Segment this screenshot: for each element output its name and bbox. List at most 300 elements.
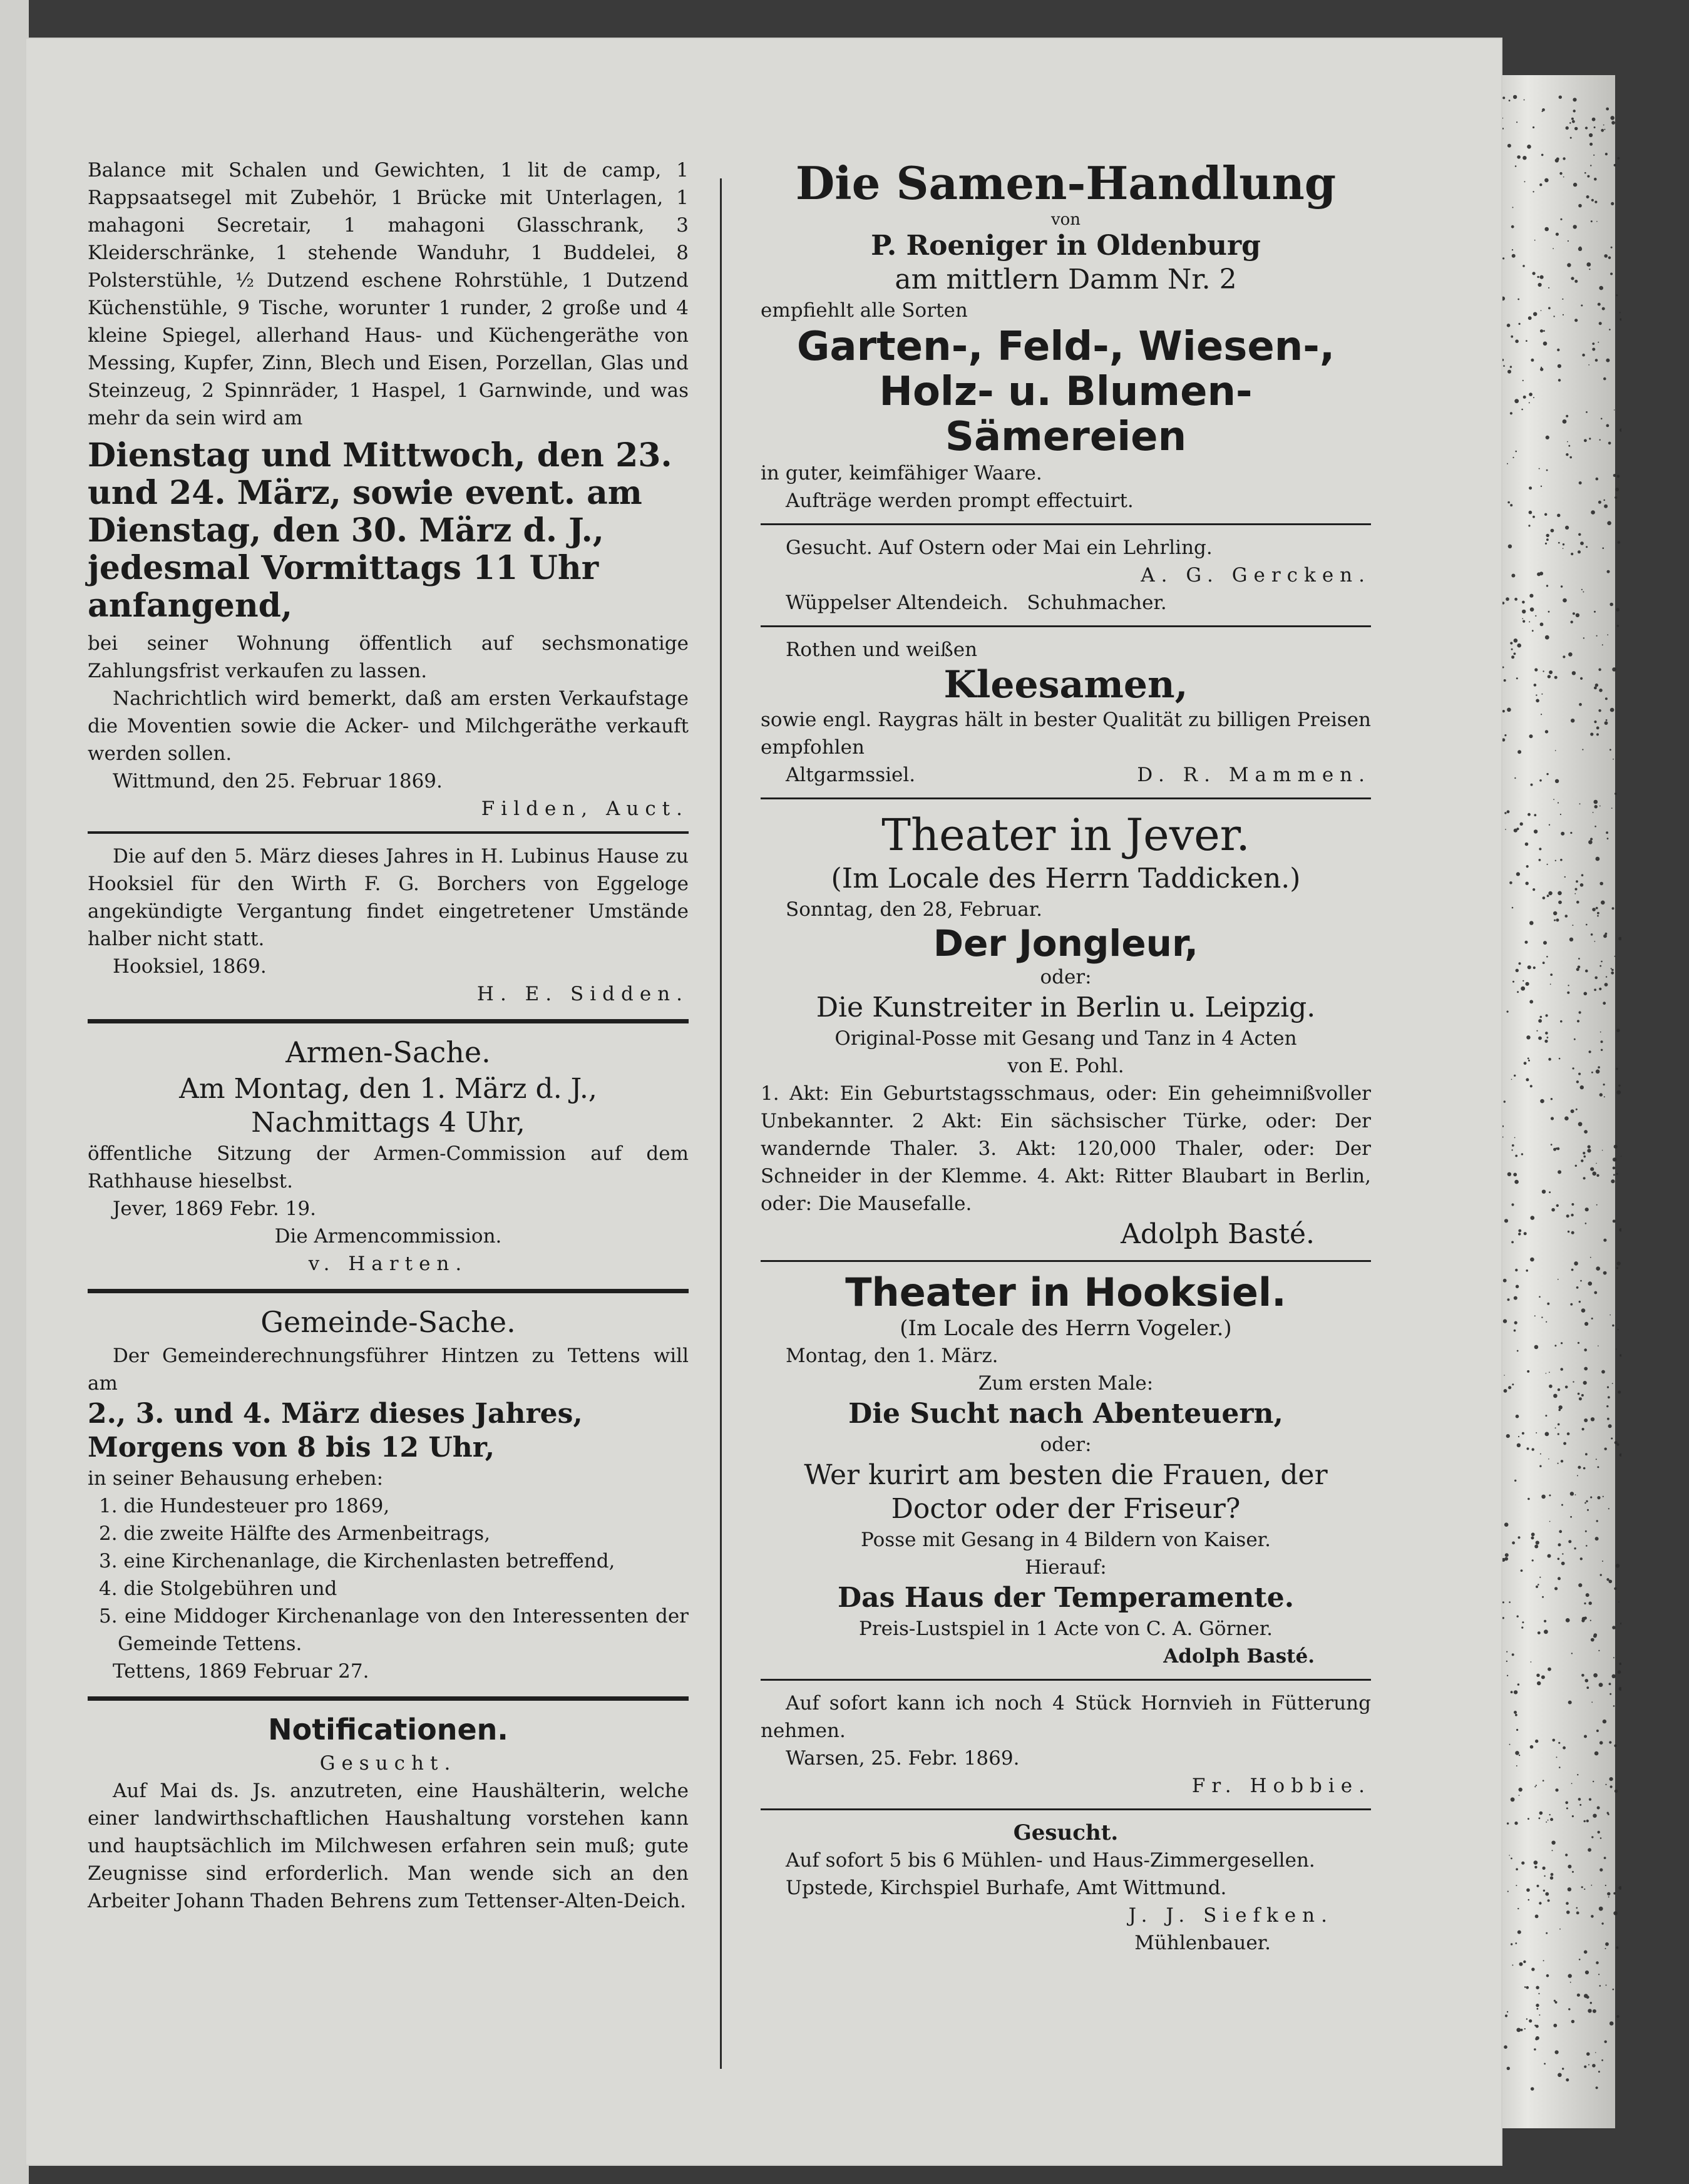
speckle-dot	[1574, 127, 1578, 130]
speckle-dot	[1533, 966, 1536, 969]
speckle-dot	[1502, 1601, 1504, 1603]
speckle-dot	[1585, 1679, 1589, 1683]
speckle-dot	[1581, 1886, 1583, 1888]
speckle-dot	[1543, 342, 1548, 346]
speckle-dot	[1514, 598, 1517, 601]
speckle-dot	[1596, 1163, 1597, 1164]
speckle-dot	[1613, 1657, 1615, 1658]
speckle-dot	[1599, 1741, 1603, 1745]
speckle-dot	[1607, 1418, 1609, 1420]
speckle-dot	[1591, 1318, 1593, 1320]
hooksiel-title: Theater in Hooksiel.	[845, 1269, 1286, 1315]
speckle-dot	[1566, 1618, 1570, 1623]
speckle-dot	[1604, 983, 1608, 987]
seed-products: Garten-, Feld-, Wiesen-, Holz- u. Blumen-Sämereien	[796, 324, 1335, 460]
speckle-dot	[1526, 1078, 1529, 1081]
speckle-dot	[1617, 1329, 1618, 1330]
speckle-dot	[1576, 901, 1579, 904]
speckle-dot	[1595, 1537, 1599, 1541]
speckle-dot	[1517, 155, 1521, 159]
speckle-dot	[1532, 126, 1534, 128]
speckle-dot	[1547, 1037, 1549, 1038]
speckle-dot	[1512, 1964, 1513, 1966]
speckle-dot	[1533, 397, 1534, 398]
speckle-dot	[1538, 1993, 1539, 1994]
speckle-dot	[1539, 848, 1541, 850]
speckle-dot	[1509, 100, 1511, 101]
speckle-dot	[1589, 133, 1593, 137]
speckle-dot	[1584, 439, 1587, 442]
speckle-dot	[1585, 1223, 1587, 1224]
speckle-dot	[1604, 2041, 1607, 2043]
speckle-dot	[1551, 1873, 1554, 1876]
speckle-dot	[1530, 1085, 1532, 1087]
speckle-dot	[1534, 1315, 1536, 1316]
speckle-dot	[1591, 1836, 1593, 1838]
speckle-dot	[1502, 1125, 1504, 1127]
speckle-dot	[1547, 1303, 1549, 1305]
speckle-dot	[1590, 732, 1593, 736]
speckle-dot	[1504, 1522, 1509, 1527]
cattle-ad	[761, 1689, 1371, 1800]
speckle-dot	[1566, 2078, 1569, 2081]
speckle-dot	[1536, 1541, 1539, 1544]
speckle-dot	[1536, 699, 1539, 703]
speckle-dot	[1597, 1496, 1600, 1499]
speckle-dot	[1519, 323, 1521, 325]
speckle-dot	[1549, 1521, 1551, 1522]
auction-dates: Dienstag und Mittwoch, den 23. und 24. März, sowie event. am Dienstag, den 30. März d. J., jedesmal Vormittags 11 Uhr anfangend,	[88, 436, 672, 625]
speckle-dot	[1546, 585, 1548, 587]
speckle-dot	[1598, 2071, 1600, 2073]
speckle-dot	[1514, 638, 1518, 643]
millers-heading: Gesucht.	[1013, 1820, 1119, 1845]
speckle-dot	[1507, 501, 1510, 504]
speckle-dot	[1560, 218, 1562, 220]
speckle-dot	[1526, 1035, 1530, 1039]
speckle-dot	[1532, 888, 1535, 891]
gemeinde-notice	[88, 1305, 689, 1685]
speckle-dot	[1539, 1812, 1543, 1815]
hooksiel-play: Die Sucht nach Abenteuern,	[848, 1398, 1283, 1430]
speckle-dot	[1561, 1342, 1563, 1344]
speckle-dot	[1559, 1405, 1563, 1409]
speckle-dot	[1529, 402, 1530, 403]
speckle-dot	[1607, 521, 1611, 525]
speckle-dot	[1604, 129, 1605, 130]
speckle-dot	[1574, 1039, 1576, 1040]
apprentice-ad	[761, 534, 1371, 617]
speckle-dot	[1568, 1974, 1572, 1977]
speckle-dot	[1511, 649, 1513, 650]
speckle-dot	[1512, 254, 1516, 258]
speckle-dot	[1599, 1869, 1603, 1872]
speckle-dot	[1526, 1269, 1528, 1272]
speckle-dot	[1541, 714, 1542, 715]
speckle-dot	[1559, 1766, 1561, 1768]
speckle-dot	[1534, 1545, 1538, 1549]
cancellation-place-date: Hooksiel, 1869.	[113, 955, 267, 978]
speckle-dot	[1613, 1219, 1616, 1223]
speckle-dot	[1507, 1675, 1508, 1676]
speckle-dot	[1611, 807, 1613, 809]
hooksiel-genre: Posse mit Gesang in 4 Bildern von Kaiser.	[861, 1529, 1271, 1551]
speckle-dot	[1514, 1822, 1517, 1825]
speckle-dot	[1614, 1587, 1616, 1590]
speckle-dot	[1537, 1681, 1541, 1685]
speckle-dot	[1502, 128, 1504, 130]
speckle-dot	[1573, 110, 1576, 112]
speckle-dot	[1606, 108, 1609, 111]
speckle-dot	[1588, 1281, 1593, 1286]
speckle-dot	[1575, 1165, 1577, 1167]
speckle-dot	[1606, 831, 1608, 834]
speckle-dot	[1571, 1653, 1573, 1654]
speckle-dot	[1537, 572, 1541, 576]
speckle-dot	[1599, 1985, 1601, 1987]
speckle-dot	[1601, 1040, 1603, 1043]
speckle-dot	[1516, 1765, 1517, 1766]
speckle-dot	[1590, 1496, 1592, 1498]
armen-date-line2: Nachmittags 4 Uhr,	[251, 1107, 525, 1139]
speckle-dot	[1618, 1886, 1621, 1890]
speckle-dot	[1515, 1155, 1517, 1157]
speckle-dot	[1597, 1807, 1600, 1810]
speckle-dot	[1609, 1777, 1613, 1781]
speckle-dot	[1524, 1062, 1527, 1065]
speckle-dot	[1516, 1729, 1518, 1731]
speckle-dot	[1614, 164, 1616, 167]
speckle-dot	[1584, 1602, 1586, 1604]
speckle-dot	[1524, 1986, 1526, 1988]
speckle-dot	[1548, 611, 1550, 613]
speckle-dot	[1540, 1453, 1541, 1455]
speckle-dot	[1584, 1735, 1587, 1738]
speckle-dot	[1522, 380, 1524, 381]
speckle-dot	[1603, 377, 1606, 381]
speckle-dot	[1609, 1741, 1611, 1743]
separator-rule	[761, 1808, 1371, 1810]
right-column	[761, 156, 1371, 1957]
auction-signature: Filden, Auct.	[481, 797, 689, 820]
speckle-dot	[1548, 1554, 1551, 1558]
speckle-dot	[1511, 1079, 1512, 1080]
speckle-dot	[1544, 178, 1549, 183]
speckle-dot	[1598, 709, 1601, 712]
speckle-dot	[1568, 1887, 1571, 1891]
speckle-dot	[1529, 1000, 1533, 1003]
armen-signer2: v. Harten.	[308, 1253, 468, 1275]
speckle-dot	[1518, 1233, 1521, 1235]
speckle-dot	[1607, 1812, 1609, 1814]
speckle-dot	[1568, 985, 1569, 986]
speckle-dot	[1517, 299, 1519, 300]
speckle-dot	[1505, 2014, 1507, 2017]
speckle-dot	[1567, 263, 1571, 267]
speckle-dot	[1577, 1994, 1580, 1997]
speckle-dot	[1611, 972, 1614, 975]
speckle-dot	[1591, 1417, 1594, 1421]
speckle-dot	[1558, 1577, 1561, 1580]
speckle-dot	[1580, 677, 1583, 680]
speckle-dot	[1609, 1683, 1611, 1685]
speckle-dot	[1513, 95, 1517, 99]
speckle-dot	[1530, 1745, 1534, 1749]
speckle-dot	[1571, 2020, 1574, 2023]
speckle-dot	[1609, 1315, 1611, 1316]
speckle-dot	[1581, 1159, 1583, 1162]
speckle-dot	[1565, 1386, 1568, 1389]
separator-rule	[88, 1289, 689, 1293]
speckle-dot	[1575, 1494, 1576, 1495]
speckle-dot	[1504, 1389, 1507, 1393]
speckle-dot	[1612, 1383, 1613, 1384]
theater-hooksiel-ad	[761, 1271, 1371, 1670]
speckle-dot	[1562, 1553, 1563, 1554]
speckle-dot	[1591, 1885, 1592, 1886]
speckle-dot	[1618, 1670, 1621, 1674]
speckle-dot	[1604, 505, 1608, 508]
speckle-dot	[1520, 823, 1523, 826]
speckle-dot	[1517, 750, 1521, 754]
gemeinde-dates: 2., 3. und 4. März dieses Jahres, Morgens von 8 bis 12 Uhr,	[88, 1398, 583, 1464]
speckle-dot	[1565, 1802, 1568, 1805]
speckle-dot	[1518, 1536, 1521, 1539]
speckle-dot	[1601, 2059, 1603, 2061]
speckle-dot	[1547, 864, 1548, 865]
speckle-dot	[1582, 749, 1583, 750]
speckle-dot	[1616, 1564, 1620, 1568]
speckle-dot	[1603, 1239, 1606, 1242]
speckle-dot	[1545, 1432, 1549, 1437]
speckle-dot	[1531, 1661, 1532, 1663]
speckle-dot	[1545, 1032, 1548, 1035]
speckle-dot	[1533, 312, 1537, 316]
speckle-dot	[1594, 805, 1598, 808]
speckle-dot	[1585, 1453, 1588, 1455]
speckle-dot	[1512, 907, 1514, 909]
speckle-dot	[1585, 1530, 1587, 1532]
speckle-dot	[1529, 621, 1530, 622]
speckle-dot	[1522, 1621, 1524, 1623]
speckle-dot	[1584, 1322, 1588, 1326]
speckle-dot	[1557, 1147, 1560, 1151]
speckle-dot	[1589, 438, 1591, 439]
speckle-dot	[1502, 738, 1505, 741]
speckle-dot	[1574, 319, 1578, 322]
speckle-dot	[1592, 348, 1595, 351]
speckle-dot	[1570, 1492, 1574, 1495]
speckle-dot	[1502, 118, 1503, 119]
speckle-dot	[1514, 1711, 1517, 1714]
hooksiel-venue: (Im Locale des Herrn Vogeler.)	[900, 1316, 1232, 1341]
speckle-dot	[1566, 1902, 1569, 1905]
speckle-dot	[1577, 1475, 1578, 1476]
speckle-dot	[1551, 529, 1554, 533]
cancellation-signature: H. E. Sidden.	[476, 983, 689, 1005]
list-item: 4. die Stolgebühren und	[99, 1577, 337, 1600]
speckle-dot	[1531, 784, 1533, 786]
speckle-dot	[1607, 570, 1610, 573]
speckle-dot	[1543, 330, 1545, 332]
speckle-dot	[1546, 436, 1549, 439]
speckle-dot	[1609, 603, 1613, 607]
speckle-dot	[1550, 1818, 1553, 1821]
speckle-dot	[1570, 1516, 1572, 1518]
speckle-dot	[1507, 1891, 1509, 1892]
speckle-dot	[1526, 982, 1529, 986]
speckle-dot	[1546, 1932, 1548, 1934]
speckle-dot	[1502, 359, 1504, 361]
speckle-dot	[1620, 318, 1621, 320]
speckle-dot	[1586, 924, 1588, 926]
speckle-dot	[1601, 961, 1603, 963]
speckle-dot	[1615, 496, 1617, 499]
speckle-dot	[1617, 1261, 1621, 1265]
speckle-dot	[1616, 475, 1620, 478]
speckle-dot	[1606, 976, 1607, 977]
speckle-dot	[1551, 1144, 1553, 1146]
speckle-dot	[1601, 418, 1603, 420]
speckle-dot	[1526, 340, 1527, 342]
seed-von: von	[1050, 210, 1081, 229]
speckle-dot	[1519, 1795, 1520, 1796]
clover-intro: Rothen und weißen	[786, 638, 978, 661]
speckle-dot	[1545, 635, 1549, 640]
speckle-dot	[1537, 1885, 1539, 1887]
speckle-dot	[1616, 1267, 1618, 1269]
speckle-dot	[1581, 874, 1584, 876]
speckle-dot	[1568, 1540, 1571, 1543]
speckle-dot	[1582, 1428, 1584, 1430]
speckle-dot	[1591, 1072, 1593, 1074]
speckle-dot	[1580, 1085, 1584, 1089]
speckle-dot	[1537, 276, 1539, 278]
speckle-dot	[1543, 670, 1544, 672]
speckle-dot	[1601, 129, 1604, 132]
speckle-dot	[1568, 1865, 1571, 1869]
speckle-dot	[1601, 901, 1605, 905]
speckle-dot	[1502, 297, 1505, 301]
speckle-dot	[1552, 1850, 1553, 1851]
separator-rule	[761, 523, 1371, 525]
hooksiel-play2: Das Haus der Temperamente.	[837, 1582, 1295, 1614]
speckle-dot	[1580, 1557, 1583, 1560]
speckle-dot	[1603, 1002, 1606, 1005]
speckle-dot	[1606, 1405, 1608, 1407]
speckle-dot	[1584, 1951, 1588, 1954]
speckle-dot	[1584, 172, 1586, 174]
speckle-dot	[1512, 249, 1513, 250]
speckle-dot	[1614, 1745, 1616, 1747]
speckle-dot	[1512, 1798, 1514, 1800]
speckle-dot	[1521, 1862, 1524, 1865]
speckle-dot	[1568, 1701, 1572, 1705]
speckle-dot	[1583, 1381, 1587, 1385]
speckle-dot	[1585, 126, 1588, 129]
speckle-dot	[1507, 1011, 1509, 1013]
speckle-dot	[1573, 612, 1575, 615]
speckle-dot	[1512, 1541, 1515, 1544]
speckle-dot	[1619, 1663, 1621, 1665]
speckle-dot	[1581, 1674, 1584, 1677]
speckle-dot	[1596, 1520, 1598, 1522]
speckle-dot	[1553, 799, 1554, 800]
speckle-dot	[1507, 370, 1511, 374]
speckle-dot	[1514, 1075, 1516, 1077]
speckle-dot	[1565, 526, 1569, 530]
millers-body: Auf sofort 5 bis 6 Mühlen- und Haus-Zimmergesellen.	[786, 1849, 1315, 1872]
speckle-dot	[1543, 1890, 1545, 1892]
column-divider	[720, 178, 722, 2069]
speckle-dot	[1542, 1596, 1544, 1598]
speckle-dot	[1592, 908, 1596, 911]
speckle-dot	[1555, 779, 1559, 783]
speckle-dot	[1603, 125, 1604, 126]
gemeinde-heading: Gemeinde-Sache.	[260, 1305, 516, 1339]
speckle-dot	[1613, 1157, 1616, 1161]
speckle-dot	[1512, 457, 1514, 458]
speckle-dot	[1572, 1815, 1574, 1817]
speckle-dot	[1516, 1885, 1517, 1886]
speckle-dot	[1586, 1593, 1589, 1597]
speckle-dot	[1558, 542, 1560, 544]
gemeinde-items	[88, 1492, 689, 1658]
speckle-dot	[1525, 843, 1529, 846]
notifications-section	[88, 1712, 689, 1915]
speckle-dot	[1584, 1418, 1588, 1422]
speckle-dot	[1589, 1798, 1591, 1801]
speckle-dot	[1592, 2064, 1596, 2068]
speckle-dot	[1553, 1394, 1558, 1398]
speckle-dot	[1538, 1019, 1542, 1023]
speckle-dot	[1531, 1216, 1535, 1220]
speckle-dot	[1506, 597, 1509, 601]
speckle-dot	[1517, 1930, 1521, 1934]
speckle-dot	[1532, 1448, 1534, 1450]
speckle-dot	[1545, 543, 1547, 545]
speckle-dot	[1578, 1122, 1583, 1126]
speckle-dot	[1584, 1502, 1586, 1504]
speckle-dot	[1568, 2008, 1570, 2010]
speckle-dot	[1616, 1348, 1617, 1350]
speckle-dot	[1578, 966, 1581, 969]
speckle-dot	[1581, 1619, 1584, 1622]
speckle-dot	[1598, 303, 1601, 306]
speckle-dot	[1584, 992, 1588, 996]
jever-oder: oder:	[1040, 966, 1092, 988]
speckle-dot	[1566, 415, 1568, 418]
speckle-dot	[1599, 1683, 1603, 1687]
jever-subtitle: Die Kunstreiter in Berlin u. Leipzig.	[816, 992, 1316, 1023]
speckle-dot	[1548, 1899, 1550, 1902]
speckle-dot	[1526, 1986, 1529, 1989]
speckle-dot	[1553, 1148, 1556, 1151]
speckle-dot	[1612, 1674, 1616, 1678]
speckle-dot	[1584, 1820, 1586, 1822]
speckle-dot	[1539, 183, 1542, 186]
speckle-dot	[1588, 1145, 1591, 1148]
separator-rule	[88, 831, 689, 834]
speckle-dot	[1587, 175, 1589, 178]
speckle-dot	[1531, 1967, 1534, 1971]
speckle-dot	[1522, 980, 1524, 982]
speckle-dot	[1557, 514, 1560, 517]
speckle-dot	[1602, 644, 1603, 645]
speckle-dot	[1583, 592, 1584, 593]
speckle-dot	[1563, 419, 1567, 424]
speckle-dot	[1580, 1280, 1582, 1282]
